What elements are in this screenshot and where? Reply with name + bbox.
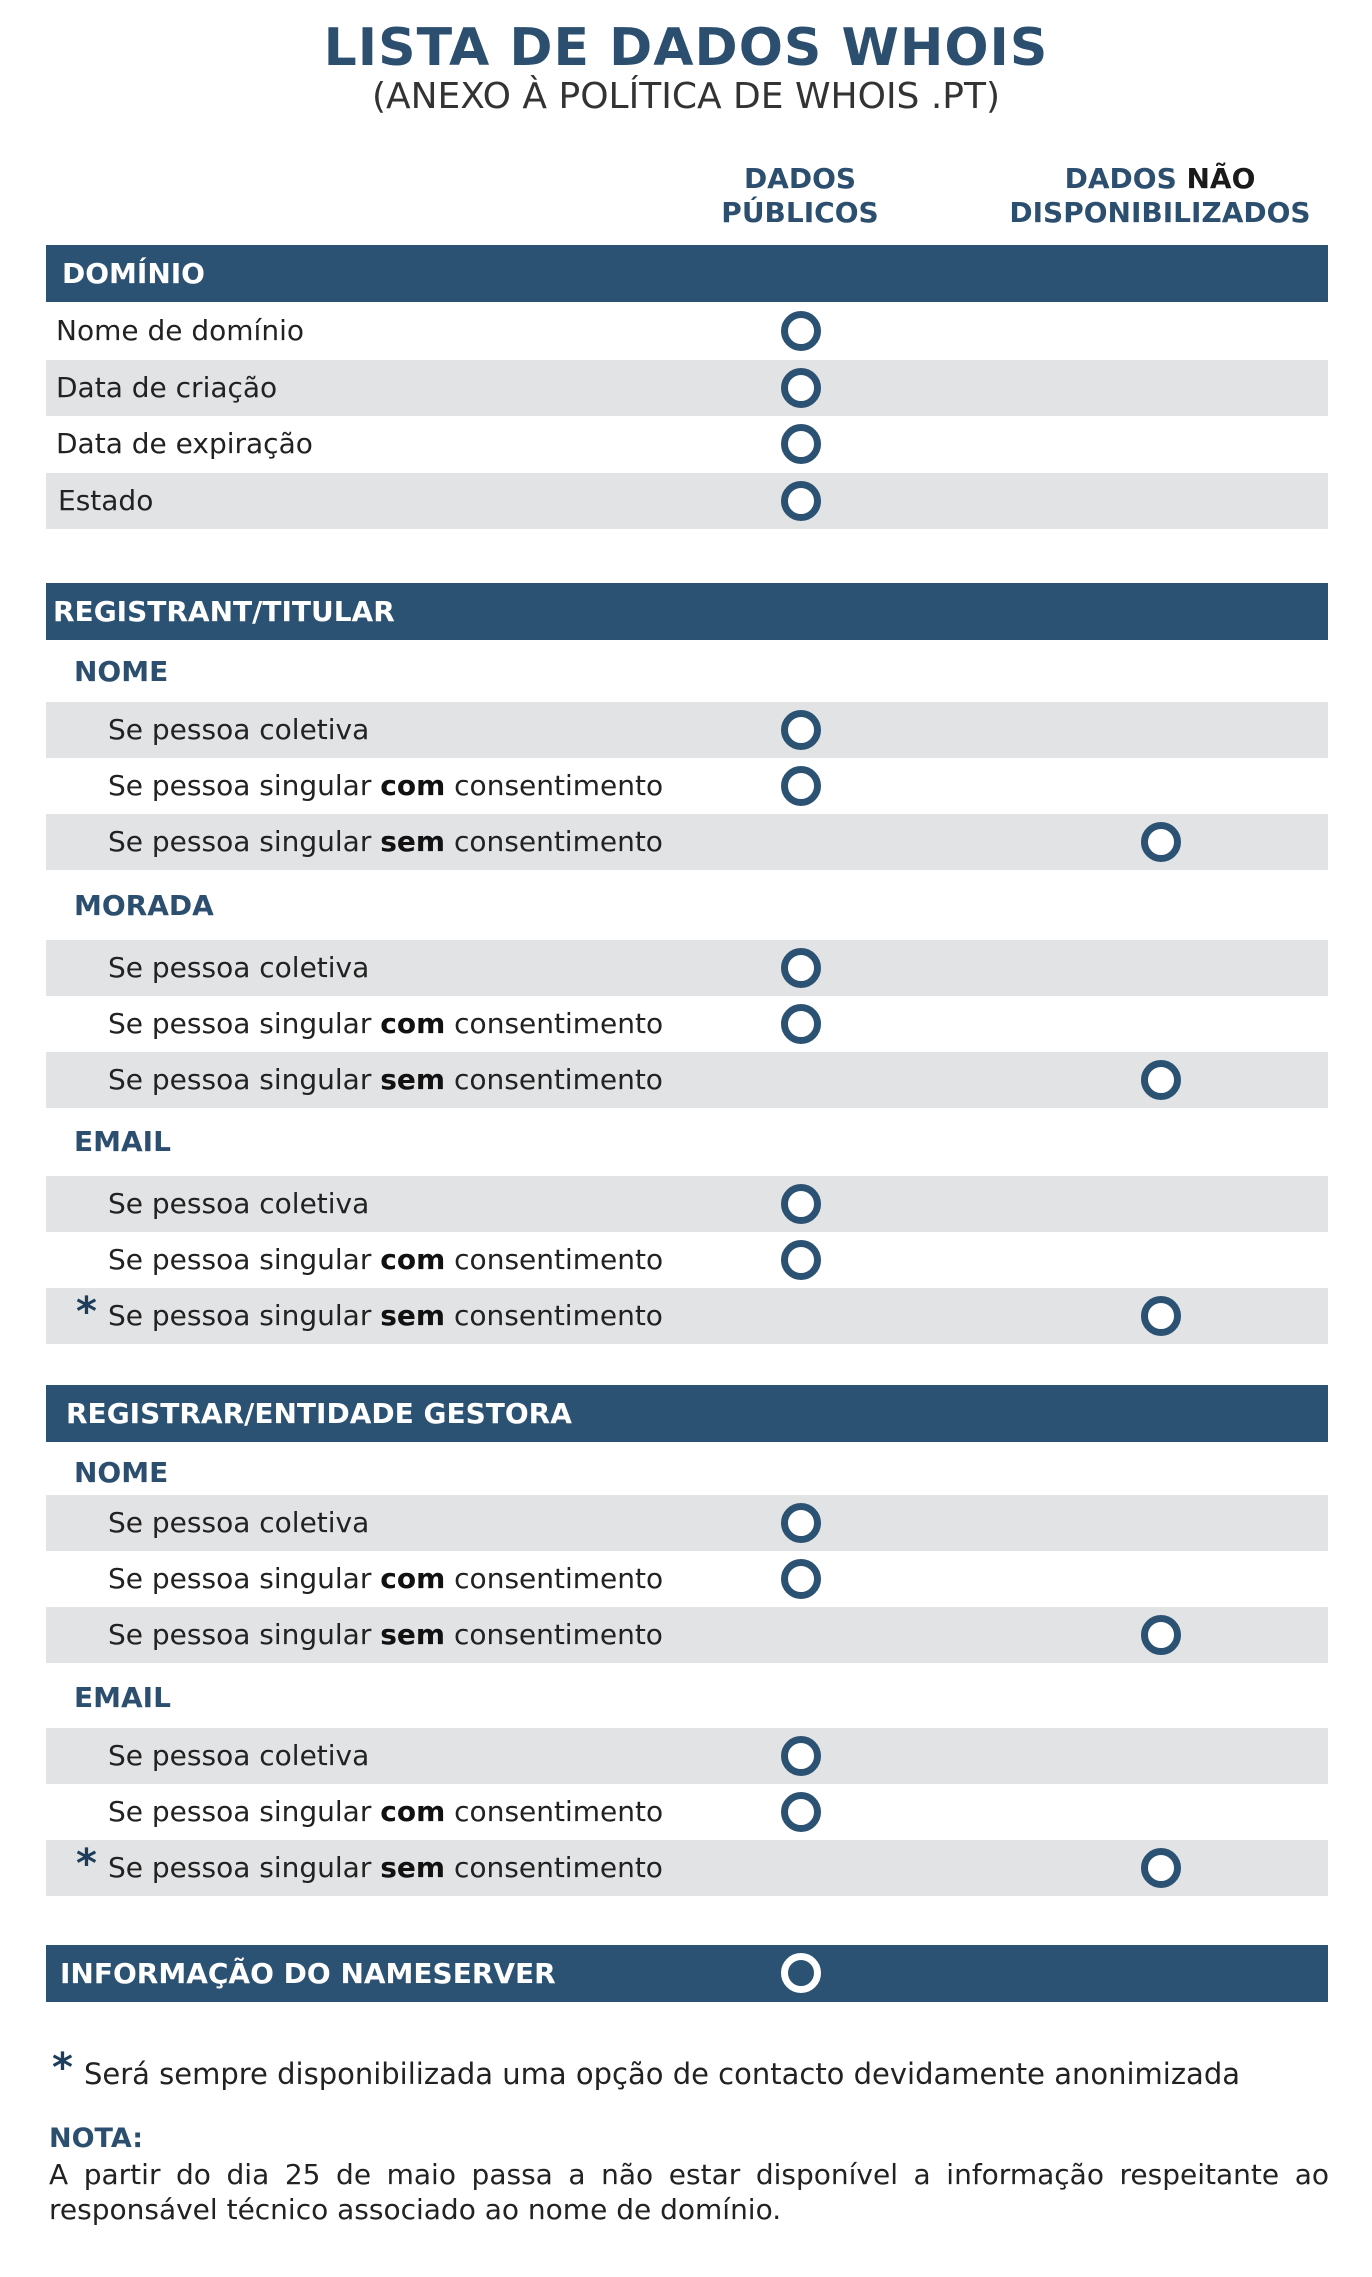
row-label-suffix: consentimento	[445, 1618, 663, 1651]
row-label-sem: sem	[380, 1851, 446, 1884]
row-label-prefix: Se pessoa singular	[108, 1243, 381, 1276]
table-row	[46, 1551, 1328, 1607]
table-row	[46, 1176, 1328, 1232]
table-row	[46, 1232, 1328, 1288]
row-label-prefix: Se pessoa singular	[108, 1562, 381, 1595]
subheading-morada: MORADA	[74, 889, 214, 922]
not-available-marker-icon	[1141, 1060, 1181, 1100]
row-label-prefix: Se pessoa singular	[108, 1007, 381, 1040]
subheading-email: EMAIL	[74, 1681, 171, 1714]
column-header-public-line2: PÚBLICOS	[721, 196, 879, 229]
table-row	[46, 1495, 1328, 1551]
not-available-marker-icon	[1141, 1615, 1181, 1655]
row-label-prefix: Se pessoa singular	[108, 825, 381, 858]
row-label-com: com	[380, 1795, 446, 1828]
row-label-prefix: Se pessoa singular	[108, 1618, 381, 1651]
table-row	[46, 1288, 1328, 1344]
public-marker-icon	[781, 1184, 821, 1224]
row-label-suffix: consentimento	[445, 1851, 663, 1884]
section-title-registrant: REGISTRANT/TITULAR	[53, 595, 395, 628]
table-row	[46, 1784, 1328, 1840]
table-row	[46, 1728, 1328, 1784]
row-label	[108, 758, 663, 814]
section-bar-nameserver	[46, 1945, 1328, 2002]
public-marker-icon	[781, 424, 821, 464]
not-available-marker-icon	[1141, 822, 1181, 862]
not-available-marker-icon	[1141, 1848, 1181, 1888]
public-marker-icon	[781, 481, 821, 521]
row-label: Data de expiração	[56, 427, 313, 460]
subheading-email: EMAIL	[74, 1125, 171, 1158]
row-label	[108, 1784, 663, 1840]
section-title-nameserver: INFORMAÇÃO DO NAMESERVER	[60, 1957, 556, 1990]
row-label-com: com	[380, 1007, 446, 1040]
row-label: Data de criação	[56, 371, 278, 404]
table-row	[46, 814, 1328, 870]
row-label-suffix: consentimento	[445, 1562, 664, 1595]
page-subtitle: (ANEXO À POLÍTICA DE WHOIS .PT)	[371, 76, 1001, 117]
asterisk-icon: *	[76, 1841, 97, 1887]
section-title-registrar: REGISTRAR/ENTIDADE GESTORA	[66, 1397, 572, 1430]
section-title-dominio: DOMÍNIO	[62, 257, 205, 290]
subheading-nome: NOME	[74, 655, 169, 688]
table-row	[46, 1052, 1328, 1108]
section-bar-registrar	[46, 1385, 1328, 1442]
page-title: LISTA DE DADOS WHOIS	[323, 18, 1049, 78]
column-header-public	[660, 162, 940, 230]
public-marker-icon	[781, 1240, 821, 1280]
section-bar-dominio	[46, 245, 1328, 302]
table-row	[46, 758, 1328, 814]
table-row	[46, 303, 1328, 359]
table-row	[46, 1840, 1328, 1896]
row-label-suffix: consentimento	[445, 769, 664, 802]
row-label-prefix: Se pessoa singular	[108, 1063, 381, 1096]
row-label	[108, 1551, 663, 1607]
table-row	[46, 996, 1328, 1052]
column-header-not-available	[980, 162, 1340, 230]
row-label-sem: sem	[380, 1618, 446, 1651]
row-label-suffix: consentimento	[445, 1063, 663, 1096]
public-marker-icon	[781, 1953, 821, 1993]
row-label-prefix: Se pessoa singular	[108, 1851, 381, 1884]
table-row	[46, 940, 1328, 996]
public-marker-icon	[781, 311, 821, 351]
public-marker-icon	[781, 368, 821, 408]
note-label: NOTA:	[49, 2123, 144, 2154]
row-label-prefix: Se pessoa singular	[108, 769, 381, 802]
table-row	[46, 1607, 1328, 1663]
row-label: Se pessoa coletiva	[108, 713, 370, 746]
row-label-sem: sem	[380, 1063, 446, 1096]
row-label-com: com	[380, 769, 446, 802]
row-label-suffix: consentimento	[445, 1299, 663, 1332]
row-label-suffix: consentimento	[445, 1007, 664, 1040]
row-label-sem: sem	[380, 825, 446, 858]
subheading-nome: NOME	[74, 1456, 169, 1489]
row-label-suffix: consentimento	[445, 1795, 664, 1828]
row-label-sem: sem	[380, 1299, 446, 1332]
row-label: Estado	[58, 484, 154, 517]
section-bar-registrant	[46, 583, 1328, 640]
row-label	[108, 996, 663, 1052]
table-row	[46, 360, 1328, 416]
public-marker-icon	[781, 766, 821, 806]
row-label-com: com	[380, 1562, 446, 1595]
row-label	[108, 1052, 663, 1108]
public-marker-icon	[781, 1559, 821, 1599]
row-label: Se pessoa coletiva	[108, 1739, 370, 1772]
row-label	[108, 1232, 663, 1288]
row-label-suffix: consentimento	[445, 1243, 664, 1276]
row-label	[108, 1840, 663, 1896]
public-marker-icon	[781, 948, 821, 988]
row-label	[108, 1288, 663, 1344]
note-text: A partir do dia 25 de maio passa a não estar disponível a informação respeitante ao responsável técnico associado ao nome de domínio.	[49, 2158, 1329, 2226]
row-label-suffix: consentimento	[445, 825, 663, 858]
column-header-dados: DADOS	[1064, 162, 1187, 195]
column-header-public-line1: DADOS	[743, 162, 857, 195]
column-header-nao: NÃO	[1186, 162, 1256, 195]
not-available-marker-icon	[1141, 1296, 1181, 1336]
row-label	[108, 814, 663, 870]
table-row	[46, 416, 1328, 472]
public-marker-icon	[781, 1004, 821, 1044]
public-marker-icon	[781, 1503, 821, 1543]
row-label: Se pessoa coletiva	[108, 951, 370, 984]
public-marker-icon	[781, 1736, 821, 1776]
row-label: Nome de domínio	[56, 314, 304, 347]
table-row	[46, 473, 1328, 529]
row-label-prefix: Se pessoa singular	[108, 1299, 381, 1332]
public-marker-icon	[781, 1792, 821, 1832]
footnote-text: Será sempre disponibilizada uma opção de contacto devidamente anonimizada	[84, 2057, 1241, 2091]
column-header-not-available-line1	[980, 162, 1340, 196]
public-marker-icon	[781, 710, 821, 750]
asterisk-icon: *	[76, 1289, 97, 1335]
column-header-not-available-line2: DISPONIBILIZADOS	[1009, 196, 1311, 229]
row-label: Se pessoa coletiva	[108, 1506, 370, 1539]
row-label-prefix: Se pessoa singular	[108, 1795, 381, 1828]
table-row	[46, 702, 1328, 758]
asterisk-icon: *	[52, 2045, 73, 2091]
row-label	[108, 1607, 663, 1663]
row-label: Se pessoa coletiva	[108, 1187, 370, 1220]
row-label-com: com	[380, 1243, 446, 1276]
